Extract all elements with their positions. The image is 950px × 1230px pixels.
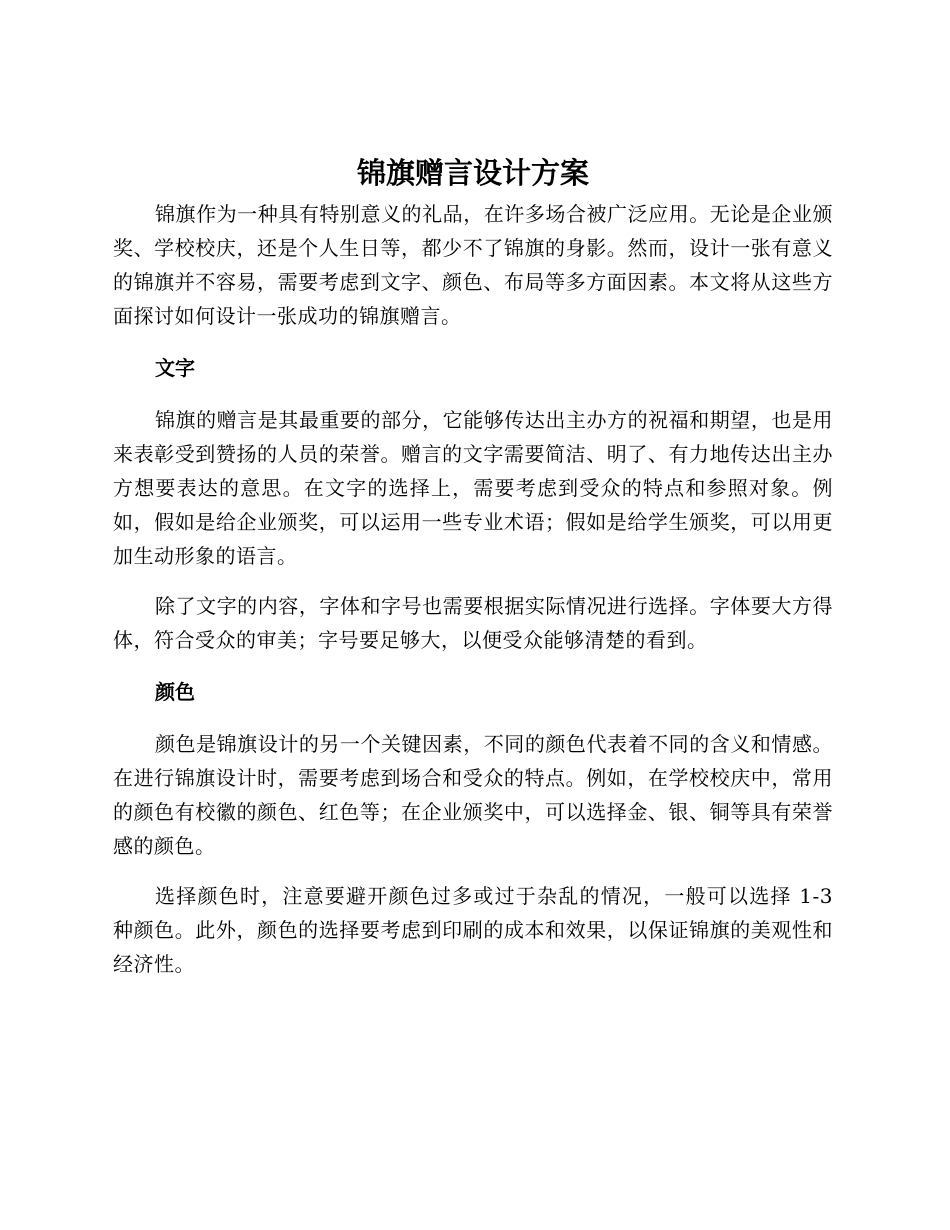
color-section-paragraph-1: 颜色是锦旗设计的另一个关键因素，不同的颜色代表着不同的含义和情感。在进行锦旗设计时，需要考虑到场合和受众的特点。例如，在学校校庆中，常用的颜色有校徽的颜色、红色等；在企业颁奖中，可以选择金、银、铜等具有荣誉感的颜色。 [113, 732, 833, 858]
section-heading-color: 颜色 [155, 680, 195, 704]
text-section-paragraph-1: 锦旗的赠言是其最重要的部分，它能够传达出主办方的祝福和期望，也是用来表彰受到赞扬的人员的荣誉。赠言的文字需要简洁、明了、有力地传达出主办方想要表达的意思。在文字的选择上，需要考虑到受众的特点和参照对象。例如，假如是给企业颁奖，可以运用一些专业术语；假如是给学生颁奖，可以用更加生动形象的语言。 [113, 408, 833, 568]
section-heading-text: 文字 [155, 356, 195, 380]
document-body [113, 151, 833, 981]
color-section-paragraph-2: 选择颜色时，注意要避开颜色过多或过于杂乱的情况，一般可以选择 1-3 种颜色。此外，颜色的选择要考虑到印刷的成本和效果，以保证锦旗的美观性和经济性。 [113, 884, 833, 976]
page-title: 锦旗赠言设计方案 [356, 156, 589, 190]
intro-paragraph: 锦旗作为一种具有特别意义的礼品，在许多场合被广泛应用。无论是企业颁奖、学校校庆，还是个人生日等，都少不了锦旗的身影。然而，设计一张有意义的锦旗并不容易，需要考虑到文字、颜色、布局等多方面因素。本文将从这些方面探讨如何设计一张成功的锦旗赠言。 [113, 202, 833, 328]
text-section-paragraph-2: 除了文字的内容，字体和字号也需要根据实际情况进行选择。字体要大方得体，符合受众的审美；字号要足够大，以便受众能够清楚的看到。 [113, 594, 833, 652]
